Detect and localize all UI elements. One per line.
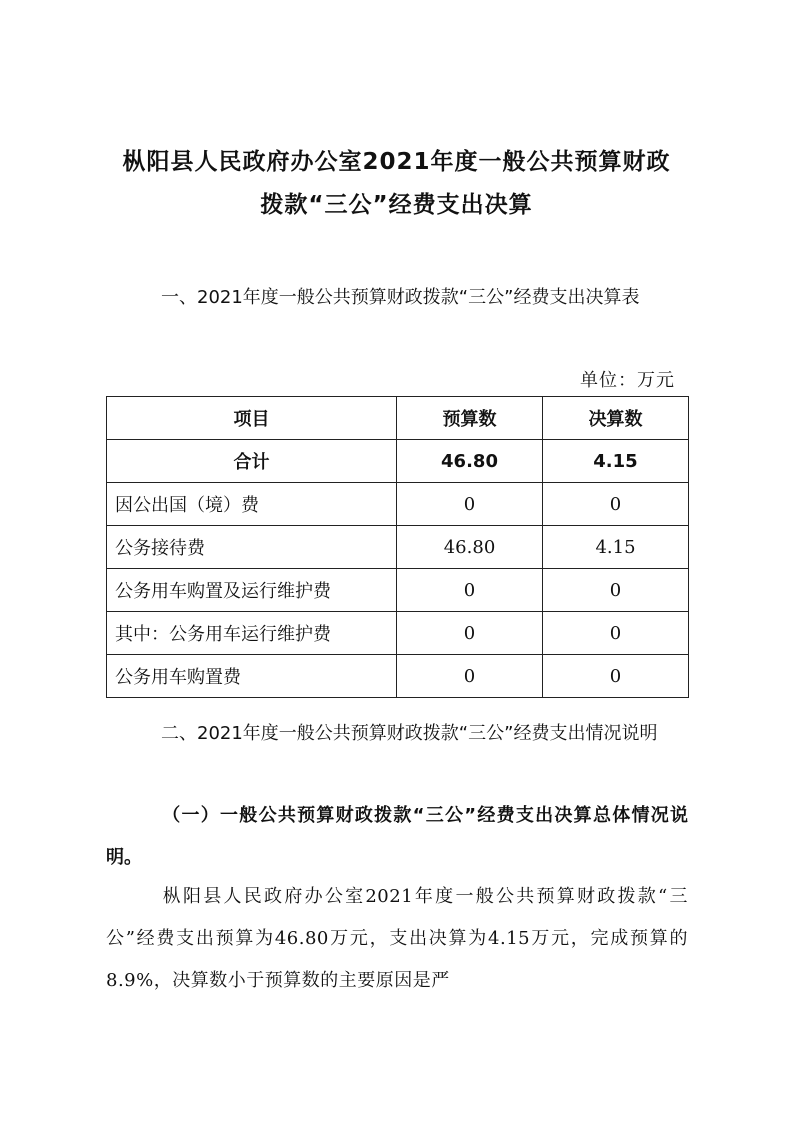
row-label: 因公出国（境）费 <box>107 483 397 526</box>
unit-label: 单位：万元 <box>580 370 675 391</box>
row-label: 其中：公务用车运行维护费 <box>107 612 397 655</box>
subsection-1-heading <box>106 795 688 879</box>
row-final: 0 <box>543 483 689 526</box>
section-1-heading-text: 一、2021年度一般公共预算财政拨款“三公”经费支出决算表 <box>161 287 640 308</box>
row-label: 公务用车购置及运行维护费 <box>107 569 397 612</box>
row-label: 公务接待费 <box>107 526 397 569</box>
row-budget: 0 <box>397 569 543 612</box>
row-final: 0 <box>543 655 689 698</box>
row-budget: 0 <box>397 483 543 526</box>
row-final: 0 <box>543 612 689 655</box>
total-budget: 46.80 <box>397 440 543 483</box>
row-label: 公务用车购置费 <box>107 655 397 698</box>
table-row <box>107 526 689 569</box>
column-header-budget: 预算数 <box>397 397 543 440</box>
row-budget: 46.80 <box>397 526 543 569</box>
section-2-heading-text: 二、2021年度一般公共预算财政拨款“三公”经费支出情况说明 <box>161 723 658 744</box>
total-label: 合计 <box>107 440 397 483</box>
document-title-line-1: 枞阳县人民政府办公室2021年度一般公共预算财政 <box>122 149 671 175</box>
column-header-final: 决算数 <box>543 397 689 440</box>
document-title-line-2: 拨款“三公”经费支出决算 <box>260 192 533 218</box>
body-paragraph-text: 枞阳县人民政府办公室2021年度一般公共预算财政拨款“三公”经费支出预算为46.80万元，支出决算为4.15万元，完成预算的8.9%，决算数小于预算数的主要原因是严 <box>106 886 688 991</box>
row-final: 0 <box>543 569 689 612</box>
table-header-row <box>107 397 689 440</box>
section-1-heading <box>106 277 688 319</box>
table-total-row <box>107 440 689 483</box>
table-row <box>107 612 689 655</box>
table-row <box>107 483 689 526</box>
section-2-heading <box>106 713 688 755</box>
row-final: 4.15 <box>543 526 689 569</box>
column-header-item: 项目 <box>107 397 397 440</box>
table-row <box>107 569 689 612</box>
row-budget: 0 <box>397 655 543 698</box>
body-paragraph <box>106 876 688 1002</box>
subsection-1-heading-text: （一）一般公共预算财政拨款“三公”经费支出决算总体情况说明。 <box>106 805 688 868</box>
three-public-expenses-table <box>106 396 689 698</box>
total-final: 4.15 <box>543 440 689 483</box>
row-budget: 0 <box>397 612 543 655</box>
table-row <box>107 655 689 698</box>
